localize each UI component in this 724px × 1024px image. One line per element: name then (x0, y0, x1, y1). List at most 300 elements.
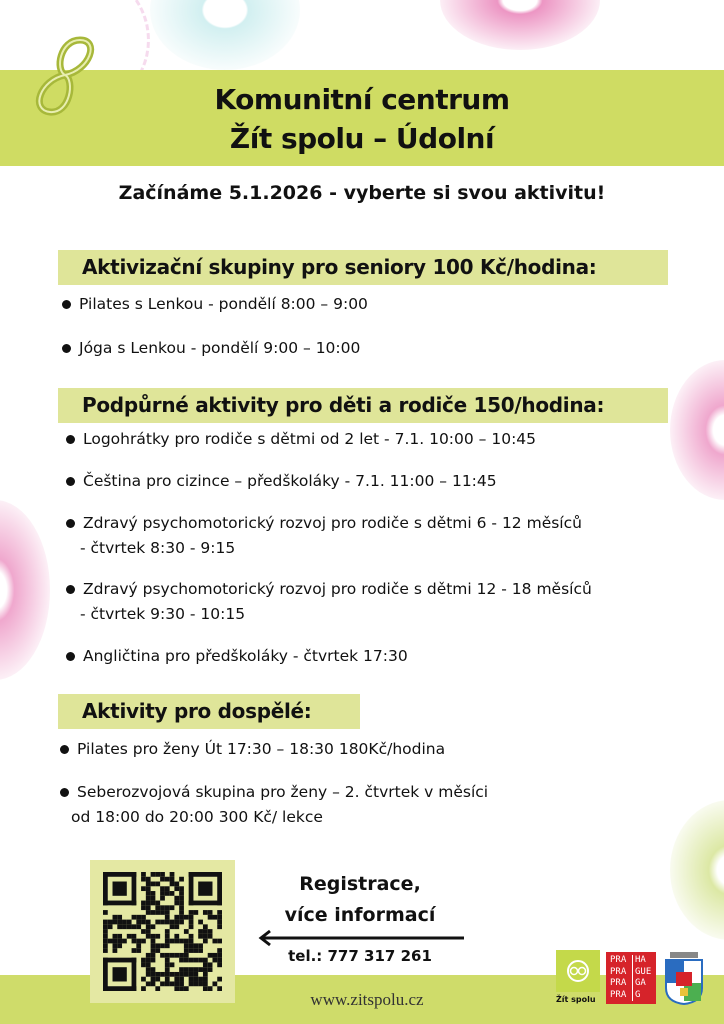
qr-module (136, 939, 141, 944)
qr-module (151, 977, 156, 982)
qr-module (160, 896, 165, 901)
qr-module (193, 981, 198, 986)
qr-module (165, 929, 170, 934)
qr-module (122, 939, 127, 944)
qr-module (174, 901, 179, 906)
qr-module (170, 891, 175, 896)
qr-module (113, 967, 127, 981)
qr-module (212, 915, 217, 920)
qr-module (146, 962, 151, 967)
qr-module (174, 934, 179, 939)
qr-module (217, 962, 222, 967)
qr-module (189, 915, 194, 920)
qr-module (113, 920, 118, 925)
qr-module (170, 939, 175, 944)
bullet-icon (60, 745, 69, 754)
qr-module (179, 905, 184, 910)
list-item: Pilates s Lenkou - pondělí 8:00 – 9:00 (62, 292, 368, 317)
list-item: Angličtina pro předškoláky - čtvrtek 17:30 (66, 644, 408, 669)
qr-module (136, 920, 141, 925)
qr-module (151, 958, 156, 963)
qr-module (155, 943, 160, 948)
list-item: Čeština pro cizince – předškoláky - 7.1. 11:00 – 11:45 (66, 469, 497, 494)
qr-module (151, 891, 156, 896)
qr-module (165, 967, 170, 972)
qr-module (203, 977, 208, 982)
qr-module (189, 981, 194, 986)
qr-module (193, 972, 198, 977)
qr-module (189, 924, 194, 929)
qr-module (151, 901, 156, 906)
qr-module (189, 977, 194, 982)
qr-module (127, 924, 132, 929)
qr-module (174, 915, 179, 920)
qr-module (146, 967, 151, 972)
bullet-icon (66, 652, 75, 661)
qr-module (113, 915, 118, 920)
qr-module (189, 920, 194, 925)
qr-module (165, 981, 170, 986)
qr-module (146, 953, 151, 958)
qr-code-image (102, 872, 223, 991)
qr-module (117, 924, 122, 929)
qr-module (189, 967, 194, 972)
qr-module (160, 905, 165, 910)
decor-flower-magenta (440, 0, 600, 50)
qr-module (179, 967, 184, 972)
qr-module (132, 924, 137, 929)
qr-module (146, 920, 151, 925)
qr-module (208, 934, 213, 939)
qr-module (217, 953, 222, 958)
qr-module (127, 920, 132, 925)
qr-module (217, 872, 222, 905)
qr-module (217, 915, 222, 920)
phone-number[interactable]: tel.: 777 317 261 (288, 947, 432, 965)
decor-flower-pink-left (0, 500, 50, 680)
qr-module (184, 972, 189, 977)
qr-module (146, 896, 151, 901)
qr-module (151, 953, 156, 958)
qr-module (146, 891, 151, 896)
qr-module (212, 958, 217, 963)
qr-module (141, 886, 146, 891)
qr-module (146, 934, 151, 939)
qr-module (165, 915, 170, 920)
qr-module (198, 948, 203, 953)
qr-module (146, 981, 151, 986)
registration-line2: více informací (284, 904, 436, 926)
qr-module (179, 939, 184, 944)
qr-module (217, 910, 222, 915)
qr-module (165, 891, 170, 896)
qr-module (170, 953, 175, 958)
qr-module (184, 953, 189, 958)
qr-module (179, 901, 184, 906)
qr-module (179, 877, 184, 882)
qr-module (174, 972, 179, 977)
qr-module (103, 934, 108, 939)
qr-module (146, 877, 151, 882)
qr-module (160, 872, 165, 877)
qr-module (184, 915, 189, 920)
qr-module (170, 872, 175, 877)
qr-module (117, 939, 122, 944)
qr-module (193, 948, 198, 953)
qr-module (217, 958, 222, 963)
infinity-icon (556, 950, 600, 992)
qr-module (136, 943, 141, 948)
praha-logo-text: G (632, 990, 658, 1002)
qr-module (184, 929, 189, 934)
qr-module (103, 924, 108, 929)
qr-module (208, 953, 213, 958)
qr-module (165, 939, 170, 944)
praha-logo-text: GUE (632, 967, 658, 979)
qr-module (155, 934, 160, 939)
qr-module (170, 882, 175, 887)
qr-module (146, 958, 151, 963)
qr-module (108, 920, 113, 925)
qr-module (208, 929, 213, 934)
qr-module (108, 924, 113, 929)
qr-module (193, 943, 198, 948)
qr-module (151, 939, 156, 944)
bullet-icon (66, 585, 75, 594)
qr-module (212, 981, 217, 986)
qr-module (151, 924, 156, 929)
qr-module (103, 872, 136, 877)
qr-module (146, 882, 151, 887)
qr-module (165, 905, 170, 910)
qr-module (184, 967, 189, 972)
qr-code[interactable] (90, 860, 235, 1003)
qr-module (132, 939, 137, 944)
qr-module (208, 967, 213, 972)
qr-module (198, 958, 203, 963)
qr-module (208, 962, 213, 967)
decor-flower-green (670, 800, 724, 940)
qr-module (136, 948, 141, 953)
qr-module (217, 948, 222, 953)
qr-module (108, 939, 113, 944)
qr-module (155, 920, 160, 925)
praha-logo-text: PRA (610, 955, 627, 965)
qr-module (189, 948, 194, 953)
qr-module (203, 924, 208, 929)
qr-module (165, 943, 170, 948)
zit-spolu-logo-text: Žít spolu (556, 995, 596, 1004)
qr-module (170, 981, 175, 986)
qr-module (203, 967, 208, 972)
qr-module (165, 972, 170, 977)
qr-module (189, 901, 222, 906)
qr-module (184, 958, 189, 963)
qr-module (141, 958, 146, 963)
qr-module (160, 953, 165, 958)
qr-module (203, 929, 208, 934)
qr-module (174, 924, 179, 929)
qr-module (103, 929, 108, 934)
qr-module (189, 872, 222, 877)
qr-module (189, 943, 194, 948)
qr-module (113, 882, 127, 896)
qr-module (127, 934, 132, 939)
section-heading-seniors: Aktivizační skupiny pro seniory 100 Kč/hodina: (58, 250, 668, 285)
qr-module (174, 939, 179, 944)
qr-module (141, 915, 146, 920)
qr-module (132, 948, 137, 953)
arrow-left-icon (256, 929, 466, 947)
qr-module (184, 939, 189, 944)
qr-module (146, 972, 151, 977)
qr-module (165, 910, 170, 915)
qr-module (165, 934, 170, 939)
qr-module (179, 981, 184, 986)
qr-module (165, 958, 170, 963)
qr-module (122, 920, 127, 925)
qr-module (203, 958, 208, 963)
praha-logo-text: HA (632, 955, 658, 967)
qr-module (160, 943, 165, 948)
qr-module (132, 872, 137, 905)
qr-module (212, 939, 217, 944)
list-item: Zdravý psychomotorický rozvoj pro rodiče s dětmi 6 - 12 měsíců - čtvrtek 8:30 - 9:15 (66, 511, 582, 561)
qr-module (217, 920, 222, 925)
qr-module (155, 882, 160, 887)
qr-module (141, 877, 146, 882)
bullet-icon (60, 788, 69, 797)
qr-module (189, 872, 194, 905)
qr-module (155, 972, 160, 977)
qr-module (141, 901, 146, 906)
qr-module (208, 915, 213, 920)
qr-module (208, 910, 213, 915)
qr-module (151, 872, 156, 877)
qr-module (174, 882, 179, 887)
qr-module (146, 910, 151, 915)
website-link[interactable]: www.zitspolu.cz (310, 990, 424, 1009)
registration-line1: Registrace, (299, 873, 421, 895)
praha-logo-text: PRA (610, 978, 627, 988)
qr-module (155, 905, 160, 910)
qr-module (174, 886, 179, 891)
qr-module (117, 943, 122, 948)
qr-module (113, 948, 118, 953)
qr-module (217, 924, 222, 929)
qr-module (103, 901, 136, 906)
qr-module (179, 953, 184, 958)
qr-module (103, 872, 108, 905)
qr-module (103, 939, 108, 944)
qr-module (189, 934, 194, 939)
qr-module (198, 977, 203, 982)
qr-module (151, 934, 156, 939)
bullet-icon (66, 519, 75, 528)
bullet-icon (66, 477, 75, 486)
qr-module (174, 896, 179, 901)
qr-module (103, 958, 136, 963)
qr-module (165, 962, 170, 967)
qr-module (113, 943, 118, 948)
qr-module (189, 958, 194, 963)
qr-module (189, 910, 194, 915)
qr-module (155, 872, 160, 877)
qr-module (165, 886, 170, 891)
qr-module (146, 929, 151, 934)
decor-flower-pink-right (670, 360, 724, 500)
qr-module (179, 915, 184, 920)
bullet-icon (62, 344, 71, 353)
qr-module (198, 882, 212, 896)
qr-module (170, 905, 175, 910)
qr-module (103, 948, 108, 953)
qr-module (198, 920, 203, 925)
qr-module (141, 905, 146, 910)
section-heading-adults: Aktivity pro dospělé: (58, 694, 360, 729)
qr-module (113, 934, 118, 939)
decor-flower-teal (150, 0, 300, 70)
page-title-line1: Komunitní centrum (214, 83, 510, 116)
subtitle: Začínáme 5.1.2026 - vyberte si svou aktivitu! (118, 182, 606, 204)
qr-module (160, 920, 165, 925)
qr-module (155, 910, 160, 915)
qr-module (217, 977, 222, 982)
qr-module (160, 910, 165, 915)
qr-module (132, 915, 137, 920)
qr-module (155, 901, 160, 906)
qr-module (141, 920, 146, 925)
qr-module (151, 943, 156, 948)
qr-module (146, 905, 151, 910)
qr-module (170, 972, 175, 977)
qr-module (160, 877, 165, 882)
page-title-line2: Žít spolu – Údolní (229, 122, 495, 155)
qr-module (203, 972, 208, 977)
qr-module (193, 977, 198, 982)
qr-module (203, 981, 208, 986)
qr-module (165, 877, 170, 882)
qr-module (146, 886, 151, 891)
qr-module (165, 953, 170, 958)
qr-module (151, 967, 156, 972)
qr-module (151, 981, 156, 986)
qr-module (203, 962, 208, 967)
qr-module (160, 886, 165, 891)
qr-module (198, 981, 203, 986)
qr-module (174, 920, 179, 925)
qr-module (113, 939, 118, 944)
qr-module (170, 962, 175, 967)
qr-module (146, 924, 151, 929)
list-item: Jóga s Lenkou - pondělí 9:00 – 10:00 (62, 336, 360, 361)
bullet-icon (62, 300, 71, 309)
qr-module (141, 929, 146, 934)
list-item: Seberozvojová skupina pro ženy – 2. čtvrtek v měsíci od 18:00 do 20:00 300 Kč/ lekce (60, 780, 488, 830)
qr-module (212, 953, 217, 958)
qr-module (151, 882, 156, 887)
qr-module (170, 877, 175, 882)
qr-module (179, 977, 184, 982)
qr-module (160, 972, 165, 977)
qr-module (203, 934, 208, 939)
qr-module (151, 948, 156, 953)
qr-module (141, 977, 146, 982)
qr-module (117, 915, 122, 920)
qr-module (189, 939, 194, 944)
qr-module (189, 972, 194, 977)
section-heading-children: Podpůrné aktivity pro děti a rodiče 150/hodina: (58, 388, 668, 423)
qr-module (141, 872, 146, 877)
praha-logo-text: GA (632, 978, 658, 990)
qr-module (179, 910, 184, 915)
coat-of-arms-icon (662, 950, 706, 1006)
qr-module (179, 920, 184, 925)
qr-module (160, 891, 165, 896)
qr-module (151, 896, 156, 901)
qr-module (141, 962, 146, 967)
praha-logo-text: PRA (610, 966, 627, 977)
qr-module (203, 939, 208, 944)
qr-module (179, 896, 184, 901)
list-item: Pilates pro ženy Út 17:30 – 18:30 180Kč/hodina (60, 737, 445, 762)
list-item: Logohrátky pro rodiče s dětmi od 2 let - 7.1. 10:00 – 10:45 (66, 427, 536, 452)
qr-module (146, 901, 151, 906)
zit-spolu-logo (556, 950, 600, 992)
qr-module (141, 939, 146, 944)
qr-module (170, 920, 175, 925)
qr-module (174, 981, 179, 986)
qr-module (103, 910, 108, 915)
qr-module (193, 967, 198, 972)
qr-module (179, 958, 184, 963)
qr-module (136, 924, 141, 929)
qr-module (217, 939, 222, 944)
qr-module (198, 929, 203, 934)
list-item: Zdravý psychomotorický rozvoj pro rodiče s dětmi 12 - 18 měsíců - čtvrtek 9:30 - 10:15 (66, 577, 592, 627)
qr-module (184, 943, 189, 948)
qr-module (170, 924, 175, 929)
qr-module (198, 967, 203, 972)
qr-module (174, 953, 179, 958)
qr-module (179, 891, 184, 896)
qr-module (151, 910, 156, 915)
qr-module (165, 920, 170, 925)
qr-module (151, 972, 156, 977)
qr-module (117, 934, 122, 939)
bullet-icon (66, 435, 75, 444)
qr-module (179, 972, 184, 977)
qr-module (198, 943, 203, 948)
qr-module (136, 915, 141, 920)
qr-module (193, 958, 198, 963)
qr-module (160, 981, 165, 986)
qr-module (198, 934, 203, 939)
qr-module (165, 977, 170, 982)
qr-module (132, 958, 137, 991)
qr-module (122, 924, 127, 929)
qr-module (203, 910, 208, 915)
qr-module (179, 886, 184, 891)
praha-logo-text: PRA (610, 989, 627, 1000)
qr-module (117, 920, 122, 925)
praha-logo (606, 952, 656, 1004)
qr-module (155, 977, 160, 982)
qr-module (103, 958, 108, 991)
qr-module (132, 934, 137, 939)
qr-module (184, 948, 189, 953)
qr-module (174, 977, 179, 982)
